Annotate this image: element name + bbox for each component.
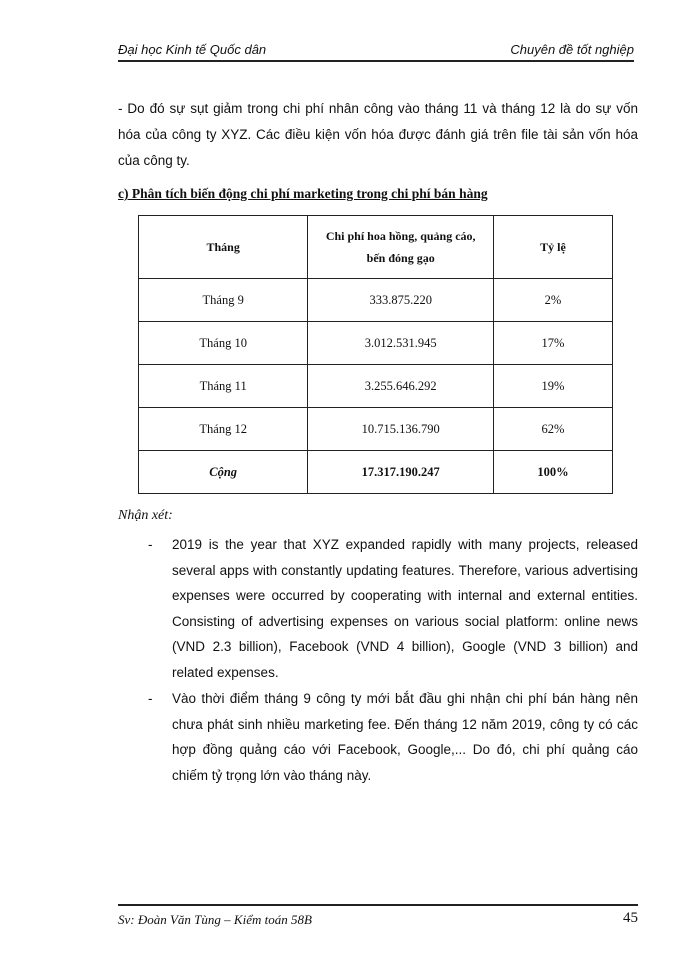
header-month: Tháng (139, 216, 308, 279)
cell-month: Tháng 11 (139, 365, 308, 408)
cell-ratio: 19% (494, 365, 613, 408)
cell-cost: 3.255.646.292 (308, 365, 494, 408)
cell-month: Tháng 12 (139, 408, 308, 451)
table-row (139, 365, 613, 408)
cell-cost: 3.012.531.945 (308, 322, 494, 365)
header-ratio: Tỷ lệ (494, 216, 613, 279)
table-row (139, 408, 613, 451)
page-number: 45 (623, 910, 638, 926)
cell-month: Tháng 9 (139, 279, 308, 322)
cell-ratio: 17% (494, 322, 613, 365)
list-item (148, 532, 638, 685)
bullet-text: Vào thời điểm tháng 9 công ty mới bắt đầu ghi nhận chi phí bán hàng nên chưa phát sinh nhiều marketing fee. Đến tháng 12 năm 2019, công ty có các hợp đồng quảng cáo với Facebook, Google,... Do đó, chi phí quảng cáo chiếm tỷ trọng lớn vào tháng này. (172, 691, 638, 783)
table-total-row (139, 451, 613, 494)
total-cost: 17.317.190.247 (308, 451, 494, 494)
list-item (148, 686, 638, 788)
marketing-cost-table (138, 215, 613, 494)
bullet-dash: - (148, 537, 153, 552)
header-university: Đại học Kinh tế Quốc dân (118, 42, 267, 57)
remark-list (148, 532, 638, 789)
header-cost-line1: Chi phí hoa hồng, quảng cáo, (325, 229, 476, 243)
total-ratio: 100% (494, 451, 613, 494)
bullet-text: 2019 is the year that XYZ expanded rapidly with many projects, released several apps with constantly updating features. Therefore, various advertising expenses were occurred by cooperating with internal and external entities. Consisting of advertising expenses on various social platform: online news (VND 2.3 billion), Facebook (VND 4 billion), Google (VND 3 billion) and related expenses. (172, 537, 638, 680)
footer-author: Sv: Đoàn Văn Tùng – Kiểm toán 58B (118, 912, 312, 927)
header-cost (308, 216, 494, 279)
bullet-dash: - (148, 691, 153, 706)
cell-month: Tháng 10 (139, 322, 308, 365)
total-label: Cộng (139, 451, 308, 494)
cell-cost: 10.715.136.790 (308, 408, 494, 451)
cell-cost: 333.875.220 (308, 279, 494, 322)
table-row (139, 322, 613, 365)
cell-ratio: 62% (494, 408, 613, 451)
cell-ratio: 2% (494, 279, 613, 322)
remark-label: Nhận xét: (118, 508, 173, 523)
intro-paragraph: - Do đó sự sụt giảm trong chi phí nhân công vào tháng 11 và tháng 12 là do sự vốn hóa của công ty XYZ. Các điều kiện vốn hóa được đánh giá trên file tài sản vốn hóa của công ty. (118, 101, 638, 168)
page-header (118, 40, 634, 62)
section-title: c) Phân tích biến động chi phí marketing trong chi phí bán hàng (118, 186, 488, 201)
header-document-type: Chuyên đề tốt nghiệp (510, 42, 634, 57)
header-cost-line2: bến đóng gạo (366, 251, 435, 265)
table-header-row (139, 216, 613, 279)
table-row (139, 279, 613, 322)
page-footer (118, 904, 638, 930)
